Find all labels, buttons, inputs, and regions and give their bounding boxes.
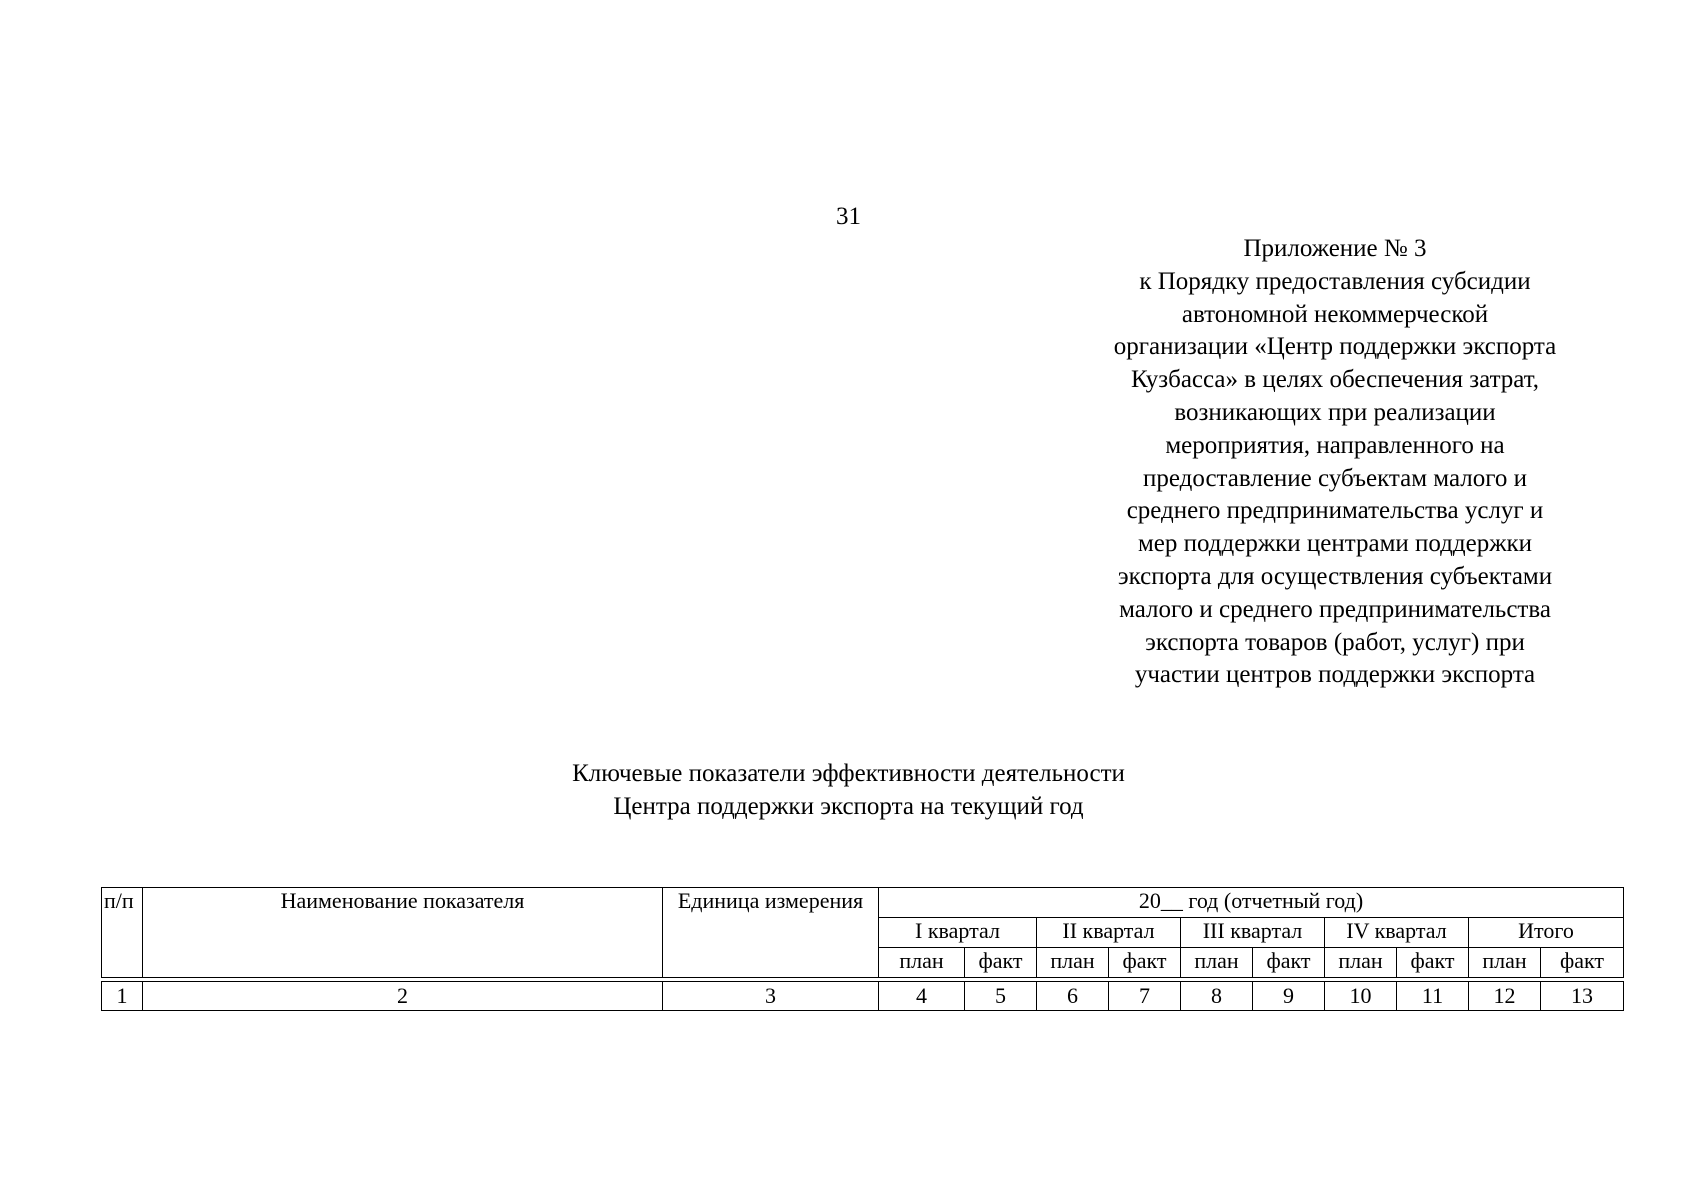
column-number: 1 <box>102 982 143 1011</box>
document-title-line: Центра поддержки экспорта на текущий год <box>613 793 1084 820</box>
header-plan: план <box>1181 948 1253 978</box>
appendix-line: автономной некоммерческой <box>1181 300 1489 328</box>
header-quarter-1: I квартал <box>879 918 1037 948</box>
document-title-line: Ключевые показатели эффективности деятельности <box>572 760 1125 787</box>
header-fact: факт <box>1109 948 1181 978</box>
column-number: 13 <box>1541 982 1624 1011</box>
column-number-row <box>102 982 1624 1011</box>
column-number: 3 <box>663 982 879 1011</box>
column-number: 7 <box>1109 982 1181 1011</box>
appendix-line: малого и среднего предпринимательства <box>1119 595 1551 623</box>
column-number: 12 <box>1469 982 1541 1011</box>
appendix-line: предоставление субъектам малого и <box>1142 464 1528 492</box>
column-number: 5 <box>965 982 1037 1011</box>
header-fact: факт <box>1253 948 1325 978</box>
appendix-line: возникающих при реализации <box>1174 398 1496 426</box>
column-number: 10 <box>1325 982 1397 1011</box>
header-quarter-2: II квартал <box>1037 918 1181 948</box>
appendix-line: мер поддержки центрами поддержки <box>1137 530 1533 558</box>
header-plan: план <box>1325 948 1397 978</box>
appendix-line: Кузбасса» в целях обеспечения затрат, <box>1130 366 1540 394</box>
appendix-line: среднего предпринимательства услуг и <box>1126 497 1544 525</box>
column-number: 9 <box>1253 982 1325 1011</box>
header-plan: план <box>1037 948 1109 978</box>
header-year: 20__ год (отчетный год) <box>879 888 1624 918</box>
page-number: 31 <box>836 203 861 230</box>
header-indicator-name: Наименование показателя <box>143 888 663 978</box>
header-total: Итого <box>1469 918 1624 948</box>
column-number: 4 <box>879 982 965 1011</box>
kpi-table <box>101 887 1624 1011</box>
column-number: 6 <box>1037 982 1109 1011</box>
header-unit: Единица измерения <box>663 888 879 978</box>
appendix-line: экспорта товаров (работ, услуг) при <box>1145 628 1525 656</box>
column-number: 8 <box>1181 982 1253 1011</box>
header-quarter-3: III квартал <box>1181 918 1325 948</box>
appendix-line: мероприятия, направленного на <box>1165 431 1505 459</box>
appendix-line: организации «Центр поддержки экспорта <box>1113 333 1557 361</box>
appendix-heading <box>1030 233 1640 692</box>
header-quarter-4: IV квартал <box>1325 918 1469 948</box>
appendix-line: к Порядку предоставления субсидии <box>1139 267 1531 295</box>
appendix-line: участии центров поддержки экспорта <box>1134 661 1536 689</box>
column-number: 11 <box>1397 982 1469 1011</box>
header-plan: план <box>1469 948 1541 978</box>
header-fact: факт <box>965 948 1037 978</box>
header-fact: факт <box>1397 948 1469 978</box>
header-plan: план <box>879 948 965 978</box>
appendix-line: экспорта для осуществления субъектами <box>1117 562 1553 590</box>
document-title <box>0 757 1697 823</box>
header-fact: факт <box>1541 948 1624 978</box>
header-number: п/п <box>102 888 143 978</box>
appendix-line: Приложение № 3 <box>1243 235 1427 262</box>
column-number: 2 <box>143 982 663 1011</box>
